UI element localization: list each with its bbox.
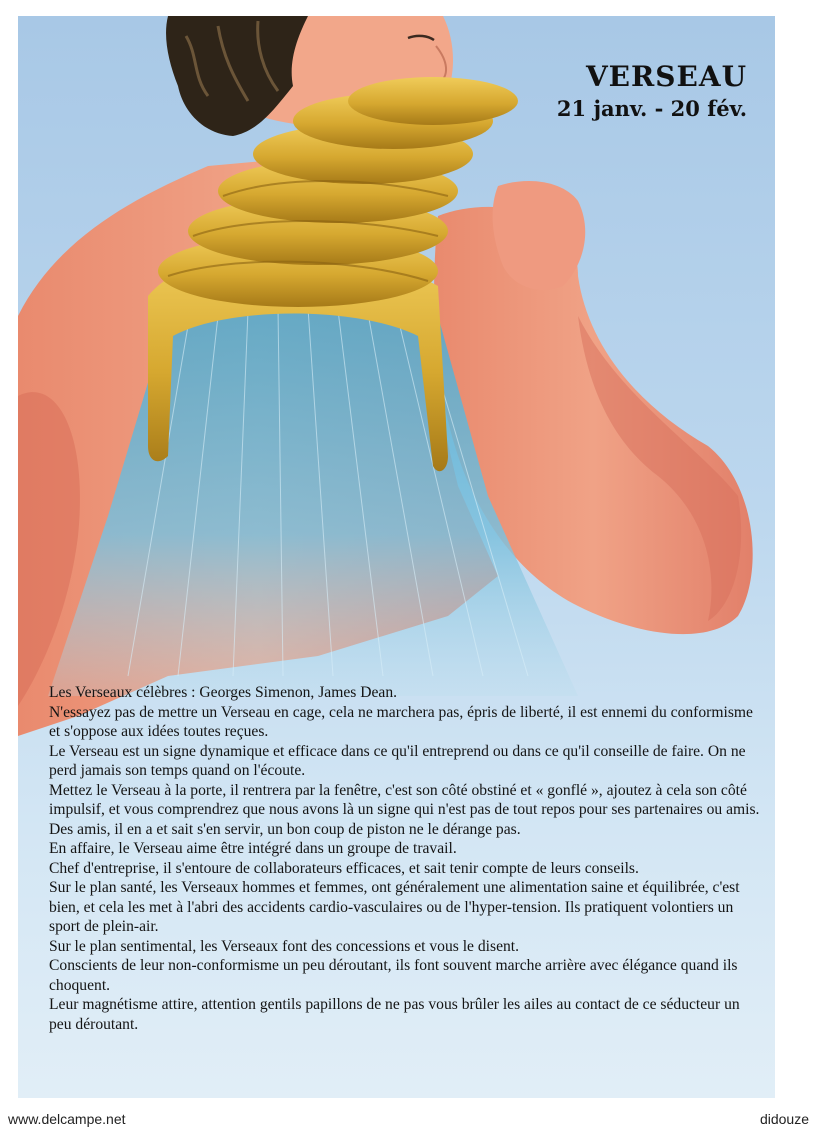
zodiac-dates: 21 janv. - 20 fév.: [556, 96, 747, 121]
zodiac-title: VERSEAU: [585, 60, 747, 93]
postcard: [18, 16, 775, 1098]
horoscope-text: [49, 683, 763, 1034]
paragraph: Leur magnétisme attire, attention gentils papillons de ne pas vous brûler les ailes au contact de ce séducteur un peu déroutant.: [49, 996, 740, 1033]
paragraph: Mettez le Verseau à la porte, il rentrera par la fenêtre, c'est son côté obstiné et « gonflé », ajoutez à cela son côté impulsif, et vous comprendrez que nous avons là un signe qui n'est pas de tout repos pour ses partenaires ou amis. Des amis, il en a et sait s'en servir, un bon coup de piston ne le dérange pas.: [49, 781, 760, 838]
paragraph: Sur le plan santé, les Verseaux hommes et femmes, ont généralement une alimentation saine et équilibrée, c'est bien, et cela les met à l'abri des accidents cardio-vasculaires ou de l'hyper-tension. Ils pratiquent volontiers un sport de plein-air.: [49, 879, 740, 935]
paragraph: En affaire, le Verseau aime être intégré dans un groupe de travail.: [49, 840, 457, 857]
site-watermark: www.delcampe.net: [8, 1111, 126, 1127]
paragraph: Les Verseaux célèbres : Georges Simenon, James Dean.: [49, 684, 398, 701]
footer: [0, 1108, 817, 1130]
paragraph: N'essayez pas de mettre un Verseau en cage, cela ne marchera pas, épris de liberté, il est ennemi du conformisme et s'oppose aux idées toutes reçues.: [49, 703, 753, 740]
title-block: [557, 60, 747, 124]
paragraph: Sur le plan sentimental, les Verseaux font des concessions et vous le disent.: [49, 937, 520, 955]
paragraph: Chef d'entreprise, il s'entoure de collaborateurs efficaces, et sait tenir compte de leurs conseils.: [49, 859, 639, 877]
seller-name: didouze: [759, 1111, 809, 1127]
paragraph: Conscients de leur non-conformisme un peu déroutant, ils font souvent marche arrière avec élégance quand ils choquent.: [49, 957, 738, 994]
paragraph: Le Verseau est un signe dynamique et efficace dans ce qu'il entreprend ou dans ce qu'il conseille de faire. On ne perd jamais son temps quand on l'écoute.: [49, 742, 746, 779]
